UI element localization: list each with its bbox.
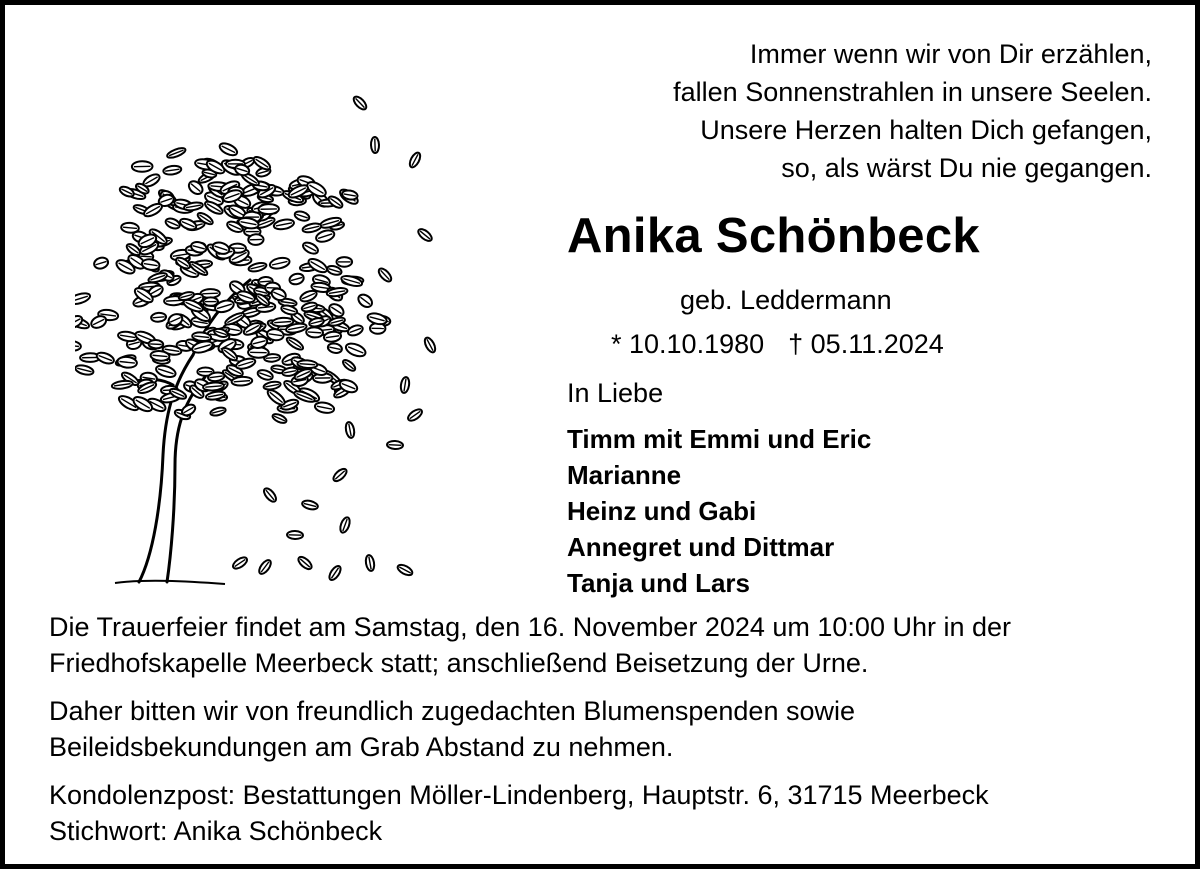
notice-line: Stichwort: Anika Schönbeck (49, 816, 383, 846)
notice-line: Daher bitten wir von freundlich zugedachten Blumenspenden sowie (49, 696, 855, 726)
life-dates (611, 329, 944, 360)
mourner-name: Marianne (567, 460, 682, 490)
poem-line: Immer wenn wir von Dir erzählen, (749, 39, 1152, 69)
birth-date: * 10.10.1980 (611, 329, 765, 359)
condolence-address (49, 777, 989, 849)
poem-line: fallen Sonnenstrahlen in unsere Seelen. (673, 77, 1152, 107)
mourners-list (567, 421, 871, 601)
poem-line: so, als wärst Du nie gegangen. (781, 153, 1152, 183)
mourner-name: Annegret und Dittmar (567, 532, 835, 562)
deceased-name: Anika Schönbeck (567, 209, 980, 263)
maiden-name: geb. Leddermann (680, 285, 892, 315)
mourner-name: Timm mit Emmi und Eric (567, 424, 872, 454)
windblown-tree-icon (75, 85, 455, 590)
mourner-name: Heinz und Gabi (567, 496, 757, 526)
notice-line: Friedhofskapelle Meerbeck statt; anschließend Beisetzung der Urne. (49, 648, 869, 678)
poem-line: Unsere Herzen halten Dich gefangen, (700, 115, 1152, 145)
flowers-request-notice (49, 693, 855, 765)
notice-line: Die Trauerfeier findet am Samstag, den 16. November 2024 um 10:00 Uhr in der (49, 612, 1012, 642)
poem (673, 35, 1152, 187)
mourner-name: Tanja und Lars (567, 568, 750, 598)
mourners-intro: In Liebe (567, 378, 664, 408)
notice-line: Beileidsbekundungen am Grab Abstand zu nehmen. (49, 732, 674, 762)
notice-line: Kondolenzpost: Bestattungen Möller-Lindenberg, Hauptstr. 6, 31715 Meerbeck (49, 780, 989, 810)
death-date: † 05.11.2024 (788, 329, 944, 359)
ceremony-notice (49, 609, 1011, 681)
